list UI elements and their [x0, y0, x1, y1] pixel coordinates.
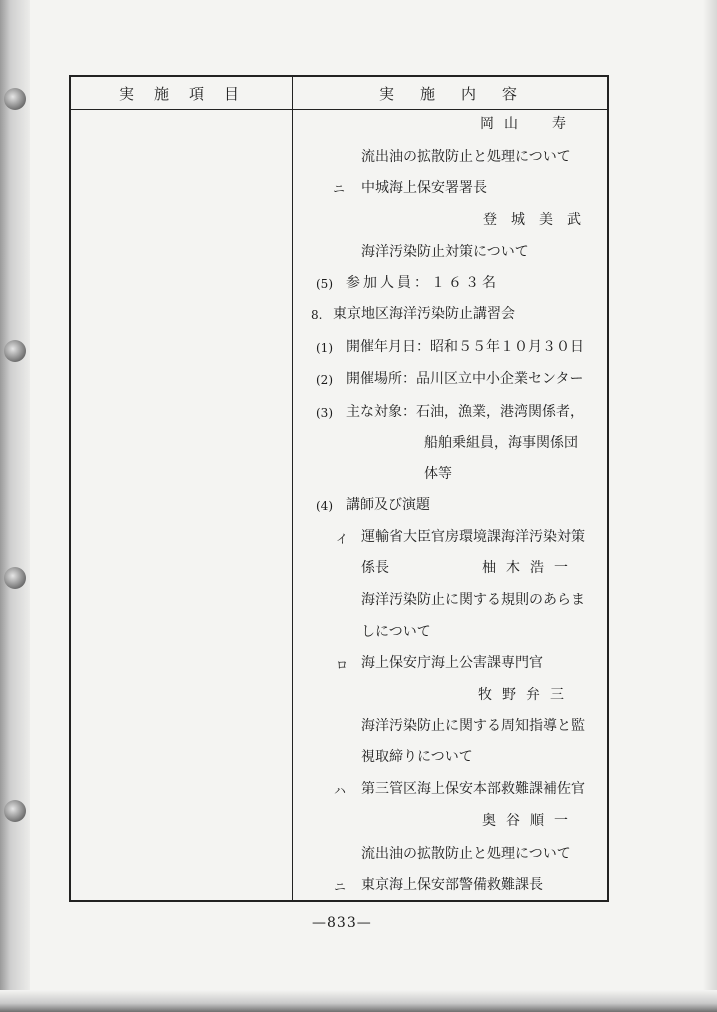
header-implementation-item: 実施項目 [119, 85, 260, 103]
lecturer-position: 東京海上保安部警備救難課長 [361, 877, 543, 893]
target-audience-continued: 船舶乗組員，海事関係団 [424, 435, 578, 451]
lecture-title: 海洋汚染防止に関する規則のあらま [361, 592, 585, 608]
page-number: —833— [312, 915, 372, 931]
target-audience-continued: 体等 [424, 466, 452, 482]
subsection-title: 講師及び演題 [346, 497, 430, 513]
list-marker: (2) [316, 373, 333, 387]
lecture-title: 流出油の拡散防止と処理について [361, 149, 571, 165]
lecturer-position: 第三管区海上保安本部救難課補佐官 [361, 781, 585, 797]
section-number: 8. [311, 308, 323, 322]
lecturer-name: 登城美武 [483, 212, 595, 228]
lecture-title: 海洋汚染防止に関する周知指導と監 [361, 718, 585, 734]
list-marker: (1) [316, 341, 333, 355]
lecture-title-continued: 視取締りについて [361, 749, 473, 765]
binder-ring [4, 800, 26, 822]
lecturer-name: 牧野弁三 [478, 687, 574, 703]
report-table [69, 75, 609, 902]
participants-count: 参加人員：１６３名 [346, 275, 499, 291]
lecturer-name: 柚木浩一 [482, 560, 578, 576]
target-audience: 主な対象：石油，漁業，港湾関係者， [346, 404, 584, 420]
header-implementation-content: 実施内容 [379, 85, 544, 103]
binder-ring [4, 567, 26, 589]
binder-ring [4, 88, 26, 110]
list-marker: ロ [336, 658, 349, 672]
page-bottom-shadow [0, 990, 717, 1012]
table-header [71, 77, 607, 110]
lecturer-position: 運輸省大臣官房環境課海洋汚染対策 [361, 529, 585, 545]
lecture-title-continued: しについて [361, 624, 431, 640]
list-marker: (3) [316, 406, 333, 420]
binder-edge [0, 0, 30, 1012]
list-marker: (4) [316, 499, 333, 513]
lecture-title: 海洋汚染防止対策について [361, 244, 529, 260]
lecturer-name: 岡山 寿 [480, 116, 576, 132]
list-marker: ハ [334, 784, 347, 798]
list-marker: イ [336, 532, 349, 546]
event-date: 開催年月日：昭和５５年１０月３０日 [346, 339, 584, 355]
page-edge-shadow [703, 0, 717, 1012]
section-title: 東京地区海洋汚染防止講習会 [333, 306, 515, 322]
list-marker: ニ [333, 182, 346, 196]
lecturer-position: 中城海上保安署署長 [361, 180, 487, 196]
list-marker: ニ [334, 880, 347, 894]
lecturer-position-continued: 係長 [361, 560, 389, 576]
lecture-title: 流出油の拡散防止と処理について [361, 846, 571, 862]
list-marker: (5) [316, 277, 333, 291]
event-venue: 開催場所：品川区立中小企業センター [346, 371, 584, 387]
binder-ring [4, 340, 26, 362]
lecturer-position: 海上保安庁海上公害課専門官 [361, 655, 543, 671]
column-divider [292, 77, 293, 900]
lecturer-name: 奥谷順一 [482, 813, 578, 829]
